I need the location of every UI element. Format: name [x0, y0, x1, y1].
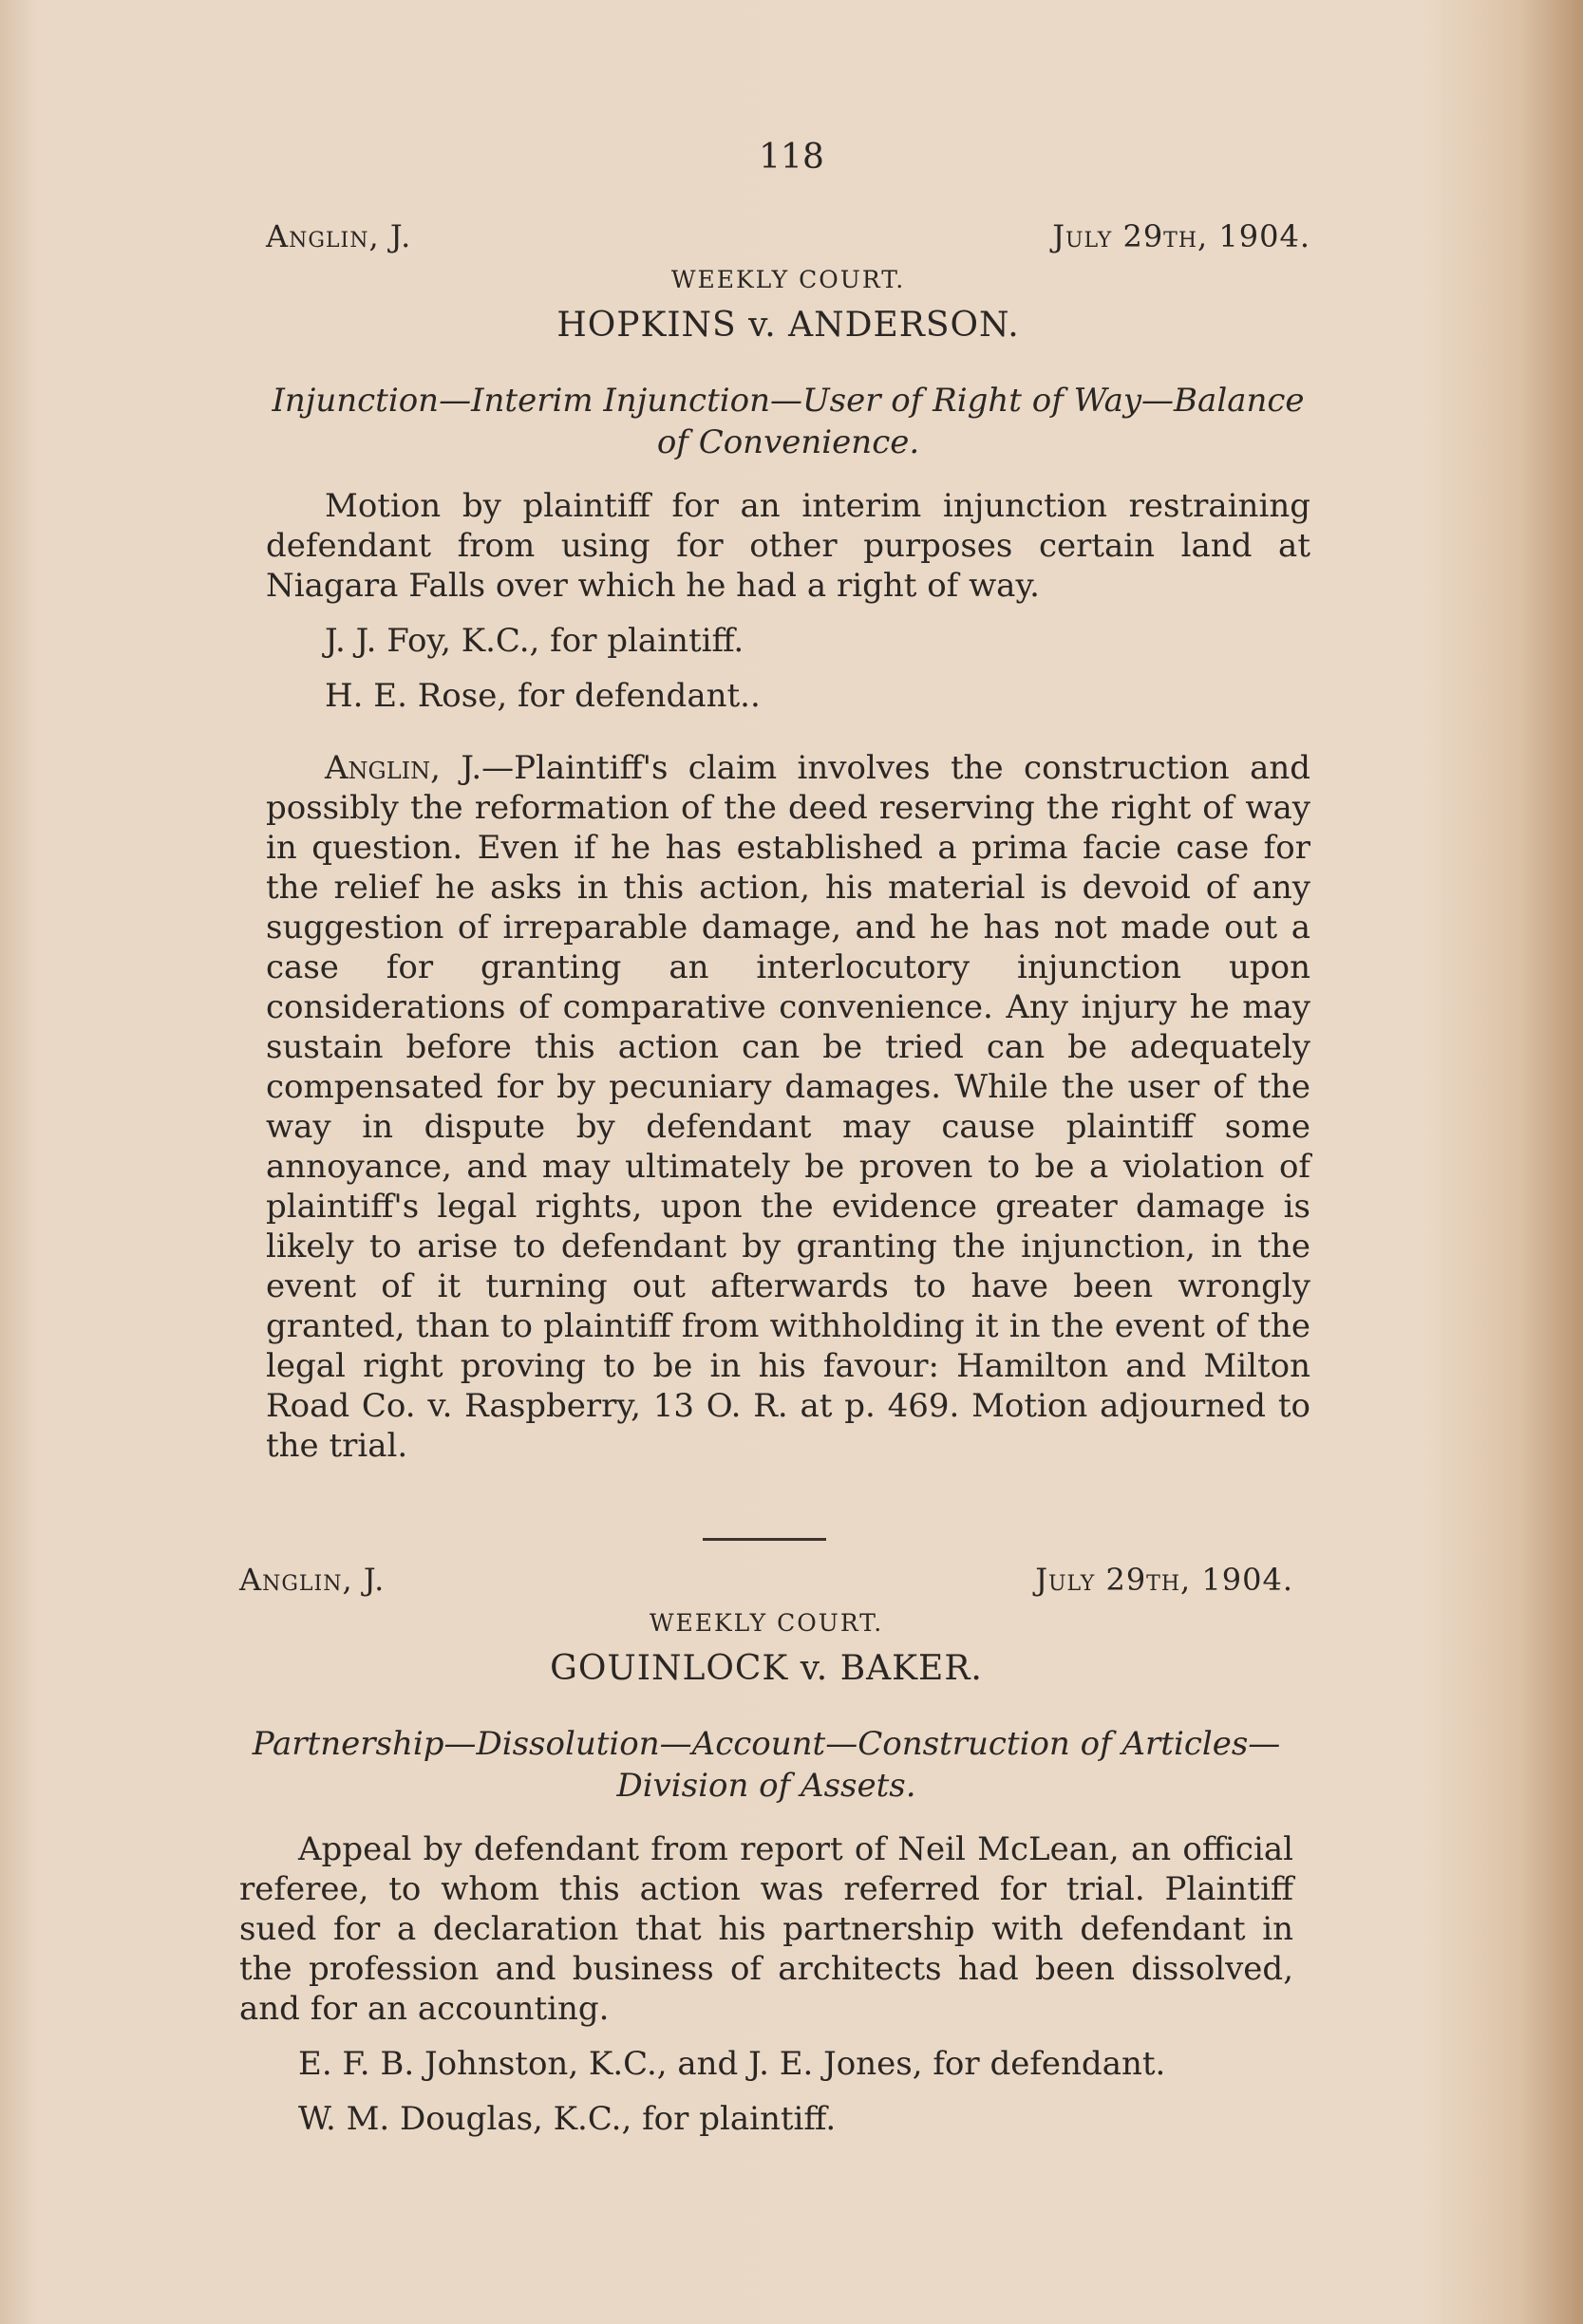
case-headnote: Partnership—Dissolution—Account—Construction of Articles—Division of Assets.: [252, 1725, 1281, 1805]
judge-name: Anglin, J.: [239, 1562, 386, 1598]
opinion-text: —Plaintiff's claim involves the construction and possibly the reformation of the deed reserving the right of way in question. Even if he has established a prima facie case for the relief he asks in this action, his material is devoid of any suggestion of irreparable damage, and he has not made out a case for granting an interlocutory injunction upon considerations of comparative convenience. Any injury he may sustain before this action can be tried can be adequately compensated for by pecuniary damages. While the user of the way in dispute by defendant may cause plaintiff some annoyance, and may ultimately be proven to be a violation of plaintiff's legal rights, upon the evidence greater damage is likely to arise to defendant by granting the injunction, in the event of it turning out afterwards to have been wrongly granted, than to plaintiff from withholding it in the event of the legal right proving to be in his favour: Hamilton and Milton Road Co. v. Raspberry, 13 O. R. at p. 469. Motion adjourned to the trial.: [266, 749, 1310, 1465]
page-number: 118: [759, 138, 824, 177]
case-gouinlock-v-baker: [239, 1562, 1293, 2154]
counsel-line: J. J. Foy, K.C., for plaintiff.: [325, 622, 744, 660]
judge-date-line: [239, 1562, 1293, 1609]
judge-date-line: [266, 218, 1310, 266]
case-headnote: Injunction—Interim Injunction—User of Right of Way—Balance of Convenience.: [272, 382, 1305, 461]
case-title: GOUINLOCK v. BAKER.: [550, 1649, 983, 1688]
counsel-line: E. F. B. Johnston, K.C., and J. E. Jones, for defendant.: [298, 2045, 1166, 2083]
motion-paragraph: Appeal by defendant from report of Neil McLean, an official referee, to whom this action was referred for trial. Plaintiff sued for a declaration that his partnership with defendant in the profession and business of architects had been dissolved, and for an accounting.: [239, 1830, 1293, 2028]
counsel-line: H. E. Rose, for defendant..: [325, 677, 761, 715]
counsel-line: W. M. Douglas, K.C., for plaintiff.: [298, 2100, 837, 2138]
motion-paragraph: Motion by plaintiff for an interim injunction restraining defendant from using for other purposes certain land at Niagara Falls over which he had a right of way.: [266, 487, 1310, 605]
judge-name: Anglin, J.: [266, 218, 412, 254]
case-hopkins-v-anderson: [266, 218, 1310, 1481]
section-divider: [703, 1538, 826, 1541]
decision-date: July 29th, 1904.: [1035, 1562, 1293, 1598]
opinion-judge: Anglin, J.: [325, 749, 482, 787]
decision-date: July 29th, 1904.: [1052, 218, 1310, 254]
court-name: WEEKLY COURT.: [670, 266, 906, 293]
case-title: HOPKINS v. ANDERSON.: [556, 306, 1020, 345]
opinion-paragraph: [266, 748, 1310, 1466]
court-name: WEEKLY COURT.: [649, 1609, 884, 1637]
